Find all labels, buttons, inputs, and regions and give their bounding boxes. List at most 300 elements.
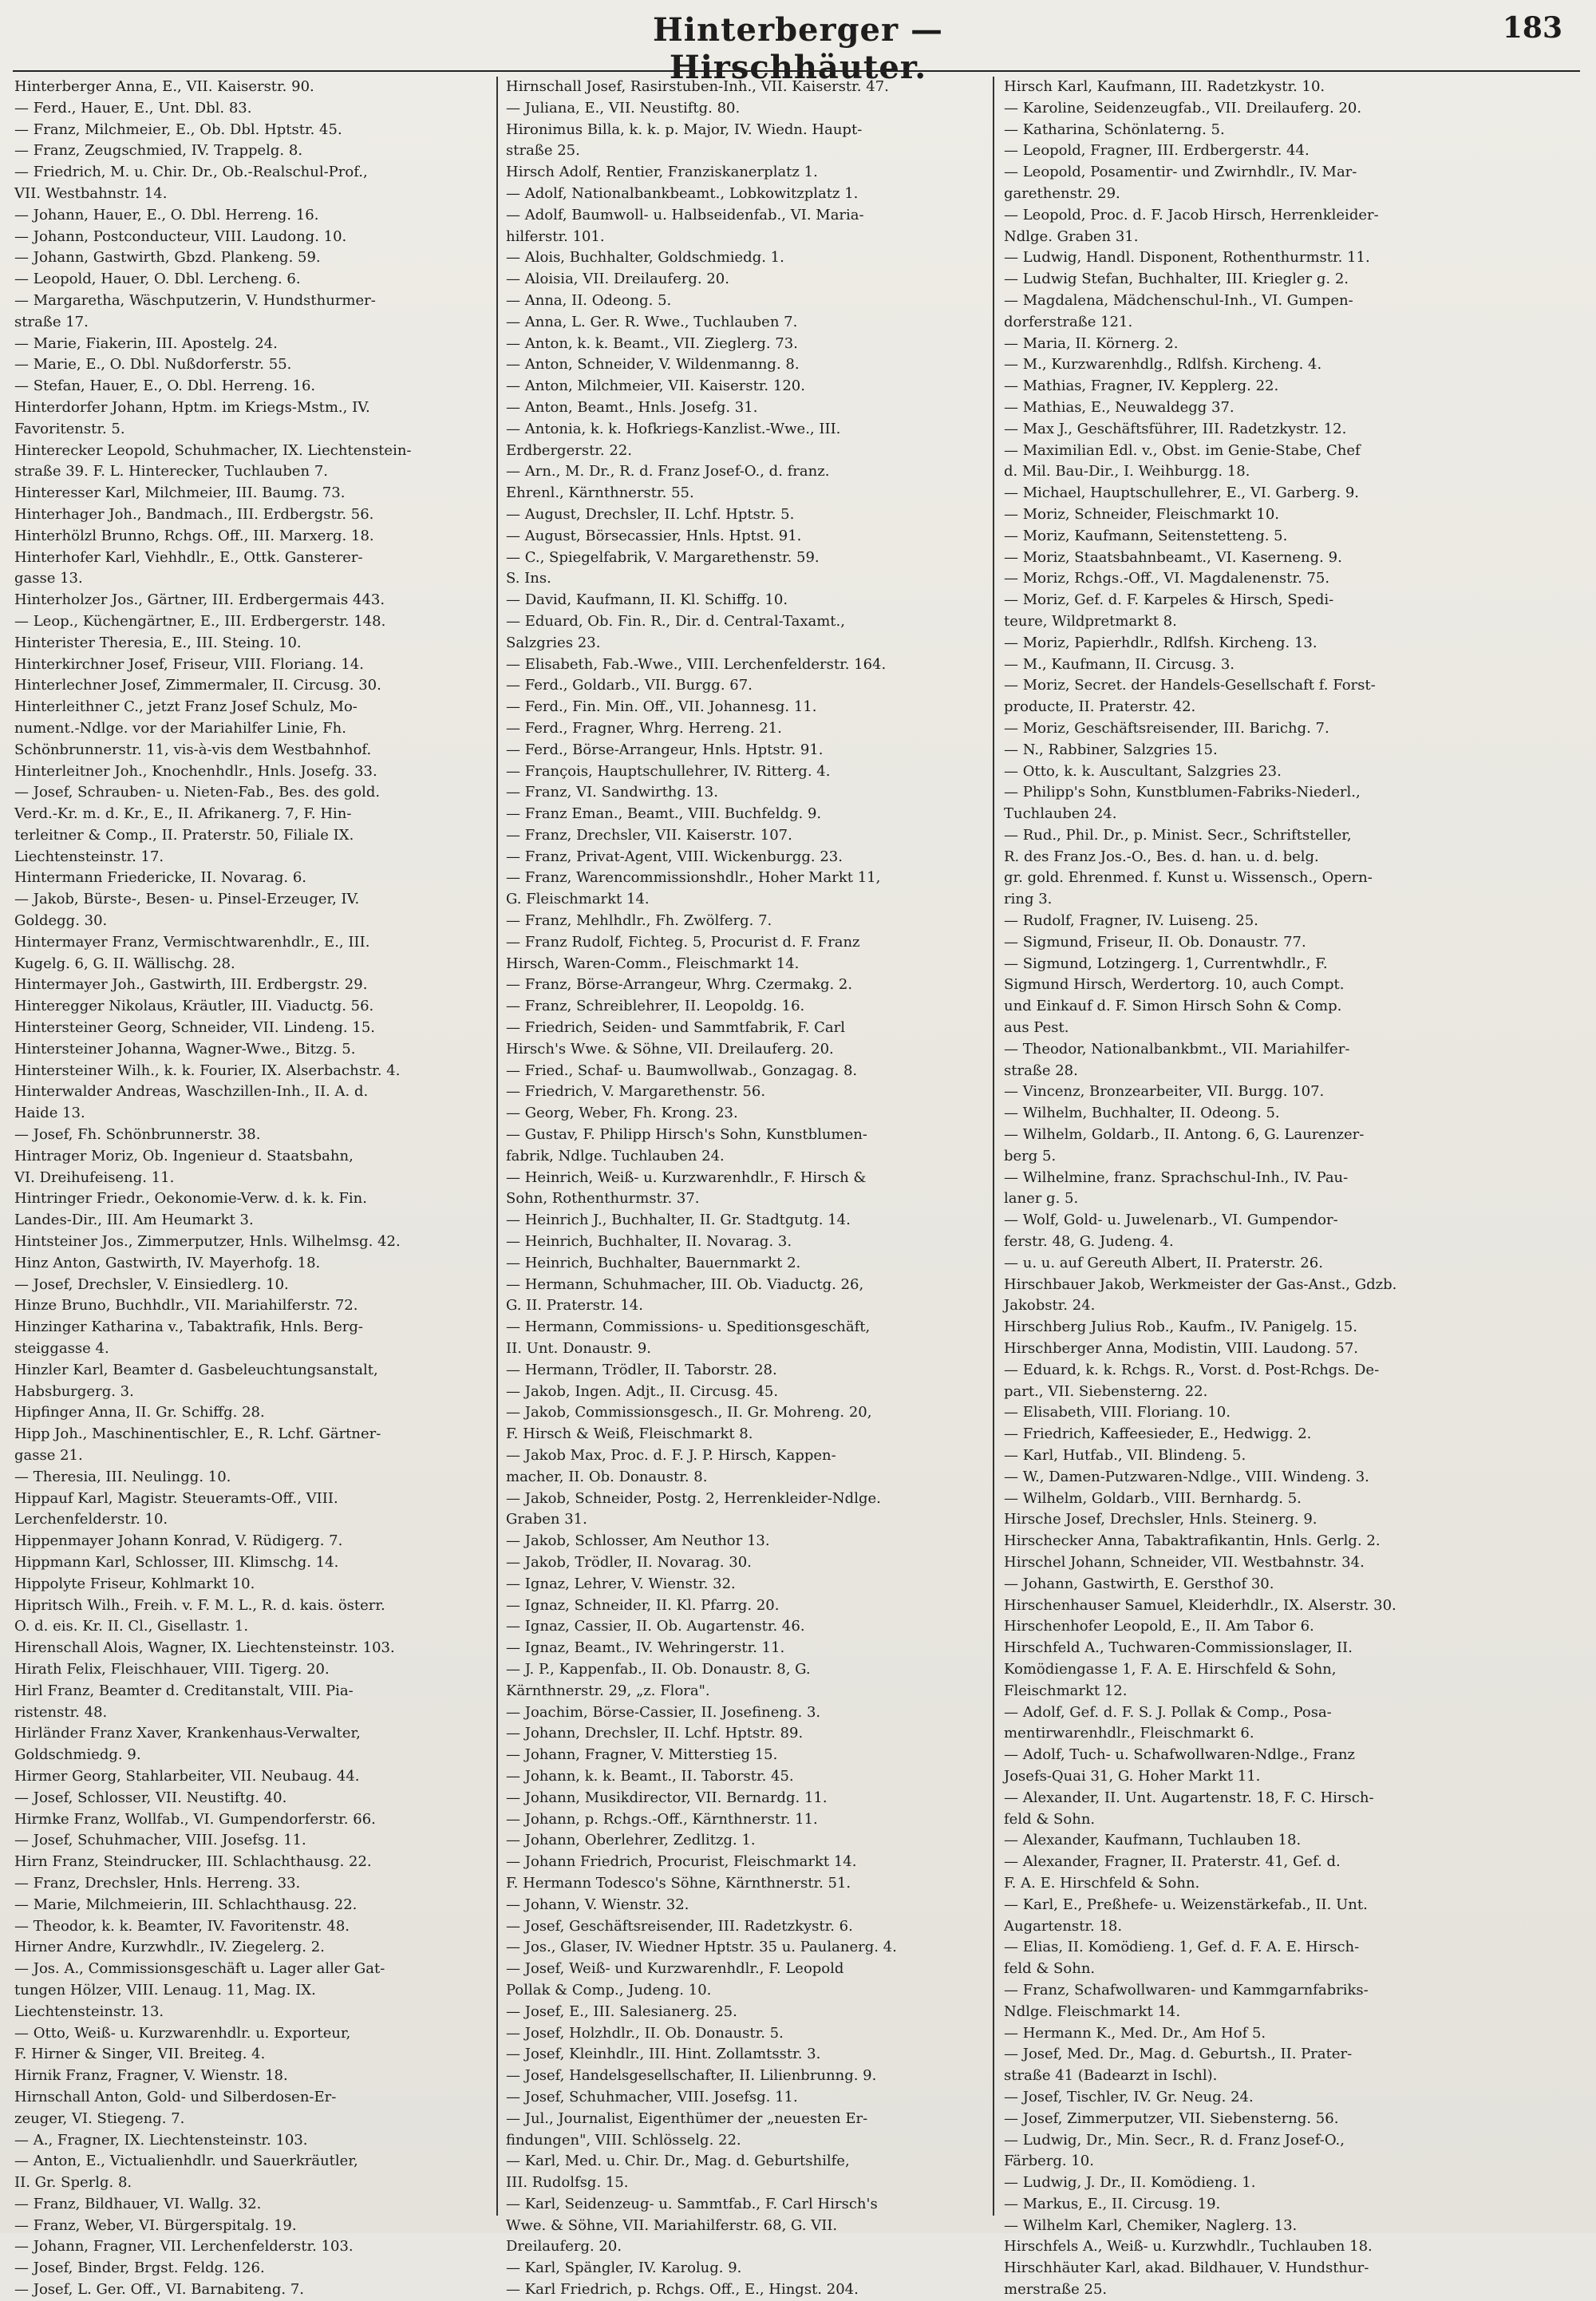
- column-divider-1: [496, 77, 498, 2216]
- directory-line: hilferstr. 101.: [506, 227, 605, 245]
- directory-line: — Friedrich, V. Margarethenstr. 56.: [506, 1083, 766, 1101]
- directory-line: — Leopold, Hauer, O. Dbl. Lercheng. 6.: [14, 271, 301, 288]
- directory-line: — Jakob, Trödler, II. Novarag. 30.: [506, 1553, 752, 1571]
- directory-line: — Wilhelm, Goldarb., VIII. Bernhardg. 5.: [1004, 1489, 1302, 1507]
- directory-line: Hintringer Friedr., Oekonomie-Verw. d. k. k. Fin.: [14, 1190, 367, 1208]
- directory-line: — Josef, Med. Dr., Mag. d. Geburtsh., II. Prater-: [1004, 2046, 1353, 2063]
- directory-line: Komödiengasse 1, F. A. E. Hirschfeld & Sohn,: [1004, 1660, 1337, 1678]
- directory-line: — Franz, Drechsler, VII. Kaiserstr. 107.: [506, 826, 792, 844]
- directory-line: — Adolf, Nationalbankbeamt., Lobkowitzplatz 1.: [506, 184, 859, 202]
- directory-line: Hinterecker Leopold, Schuhmacher, IX. Liechtenstein-: [14, 441, 412, 459]
- directory-line: Hirner Andre, Kurzwhdlr., IV. Ziegelerg. 2.: [14, 1939, 325, 1956]
- directory-line: — N., Rabbiner, Salzgries 15.: [1004, 741, 1218, 758]
- directory-line: Hirschhäuter Karl, akad. Bildhauer, V. Hundsthur-: [1004, 2259, 1369, 2277]
- directory-line: Hinterhofer Karl, Viehhdlr., E., Ottk. Gansterer-: [14, 548, 363, 566]
- directory-line: — Josef, Schuhmacher, VIII. Josefsg. 11.: [14, 1832, 306, 1849]
- directory-line: — Anton, Milchmeier, VII. Kaiserstr. 120.: [506, 378, 805, 395]
- column-2: [506, 77, 985, 2299]
- directory-line: Liechtensteinstr. 17.: [14, 848, 164, 865]
- directory-line: — M., Kaufmann, II. Circusg. 3.: [1004, 655, 1235, 673]
- column-3: [1004, 77, 1507, 2299]
- directory-line: Verd.-Kr. m. d. Kr., E., II. Afrikanerg. 7, F. Hin-: [14, 805, 352, 823]
- directory-line: R. des Franz Jos.-O., Bes. d. han. u. d. belg.: [1004, 848, 1319, 865]
- directory-line: — Arn., M. Dr., R. d. Franz Josef-O., d. franz.: [506, 463, 830, 480]
- directory-line: — Karl, E., Preßhefe- u. Weizenstärkefab., II. Unt.: [1004, 1896, 1368, 1913]
- directory-line: — Wilhelmine, franz. Sprachschul-Inh., IV. Pau-: [1004, 1168, 1349, 1186]
- directory-line: — Josef, Schuhmacher, VIII. Josefsg. 11.: [506, 2088, 798, 2105]
- directory-line: — Johann Friedrich, Procurist, Fleischmarkt 14.: [506, 1853, 857, 1871]
- directory-line: — Magdalena, Mädchenschul-Inh., VI. Gumpen-: [1004, 291, 1353, 309]
- directory-line: Hintersteiner Georg, Schneider, VII. Lindeng. 15.: [14, 1019, 376, 1037]
- directory-line: — Juliana, E., VII. Neustiftg. 80.: [506, 99, 741, 117]
- directory-line: Hirsch's Wwe. & Söhne, VII. Dreilauferg. 20.: [506, 1040, 834, 1058]
- directory-line: — Theodor, Nationalbankbmt., VII. Mariahilfer-: [1004, 1040, 1350, 1058]
- directory-line: Hirschenhauser Samuel, Kleiderhdlr., IX. Alserstr. 30.: [1004, 1596, 1396, 1614]
- directory-line: — Elisabeth, Fab.-Wwe., VIII. Lerchenfelderstr. 164.: [506, 655, 887, 673]
- directory-line: Hippmann Karl, Schlosser, III. Klimschg. 14.: [14, 1553, 339, 1571]
- directory-line: — Franz, Schreiblehrer, II. Leopoldg. 16.: [506, 998, 805, 1015]
- directory-line: — Josef, Binder, Brgst. Feldg. 126.: [14, 2259, 265, 2277]
- directory-line: — Ignaz, Schneider, II. Kl. Pfarrg. 20.: [506, 1596, 780, 1614]
- directory-line: — W., Damen-Putzwaren-Ndlge., VIII. Windeng. 3.: [1004, 1468, 1369, 1485]
- directory-line: — Maximilian Edl. v., Obst. im Genie-Stabe, Chef: [1004, 441, 1361, 459]
- directory-line: — Karl Friedrich, p. Rchgs. Off., E., Hingst. 204.: [506, 2281, 859, 2299]
- directory-line: II. Unt. Donaustr. 9.: [506, 1340, 652, 1358]
- directory-line: Hintersteiner Johanna, Wagner-Wwe., Bitzg. 5.: [14, 1040, 356, 1058]
- directory-line: — Jakob, Schneider, Postg. 2, Herrenkleider-Ndlge.: [506, 1489, 881, 1507]
- directory-line: — Jakob, Commissionsgesch., II. Gr. Mohreng. 20,: [506, 1404, 872, 1421]
- directory-line: teure, Wildpretmarkt 8.: [1004, 612, 1177, 630]
- directory-line: — Hermann K., Med. Dr., Am Hof 5.: [1004, 2024, 1266, 2042]
- directory-line: — Josef, Zimmerputzer, VII. Siebensterng. 56.: [1004, 2109, 1339, 2127]
- directory-line: — Anton, Schneider, V. Wildenmanng. 8.: [506, 356, 800, 374]
- directory-line: — Elisabeth, VIII. Floriang. 10.: [1004, 1404, 1231, 1421]
- directory-line: — Vincenz, Bronzearbeiter, VII. Burgg. 107.: [1004, 1083, 1325, 1101]
- directory-line: — Jakob, Ingen. Adjt., II. Circusg. 45.: [506, 1382, 779, 1400]
- directory-line: — Marie, Fiakerin, III. Apostelg. 24.: [14, 334, 278, 352]
- directory-line: — Georg, Weber, Fh. Krong. 23.: [506, 1105, 738, 1122]
- directory-line: — Johann, Musikdirector, VII. Bernardg. 11.: [506, 1789, 828, 1806]
- directory-line: Kärnthnerstr. 29, „z. Flora".: [506, 1682, 710, 1699]
- directory-line: — Ferd., Goldarb., VII. Burgg. 67.: [506, 677, 753, 694]
- directory-line: Dreilauferg. 20.: [506, 2238, 622, 2256]
- directory-line: garethenstr. 29.: [1004, 184, 1120, 202]
- directory-line: macher, II. Ob. Donaustr. 8.: [506, 1468, 708, 1485]
- directory-line: Hinteregger Nikolaus, Kräutler, III. Viaductg. 56.: [14, 998, 374, 1015]
- directory-line: — Josef, Tischler, IV. Gr. Neug. 24.: [1004, 2088, 1254, 2105]
- directory-line: — Friedrich, Kaffeesieder, E., Hedwigg. 2.: [1004, 1425, 1312, 1443]
- directory-line: — u. u. auf Gereuth Albert, II. Praterstr. 26.: [1004, 1254, 1323, 1271]
- directory-line: III. Rudolfsg. 15.: [506, 2174, 629, 2192]
- directory-line: Hirschecker Anna, Tabaktrafikantin, Hnls. Gerlg. 2.: [1004, 1532, 1381, 1550]
- directory-line: G. Fleischmarkt 14.: [506, 891, 650, 908]
- directory-line: — Anton, k. k. Beamt., VII. Zieglerg. 73.: [506, 334, 798, 352]
- directory-line: — A., Fragner, IX. Liechtensteinstr. 103.: [14, 2131, 308, 2149]
- directory-line: Hirschel Johann, Schneider, VII. Westbahnstr. 34.: [1004, 1553, 1365, 1571]
- directory-line: — Franz, Mehlhdlr., Fh. Zwölferg. 7.: [506, 912, 772, 930]
- directory-line: producte, II. Praterstr. 42.: [1004, 698, 1196, 716]
- directory-line: Haide 13.: [14, 1105, 85, 1122]
- directory-line: — Franz, VI. Sandwirthg. 13.: [506, 784, 718, 801]
- directory-line: — Moriz, Secret. der Handels-Gesellschaft f. Forst-: [1004, 677, 1376, 694]
- header-rule: [13, 70, 1580, 72]
- directory-line: — Sigmund, Friseur, II. Ob. Donaustr. 77.: [1004, 933, 1306, 951]
- directory-line: — C., Spiegelfabrik, V. Margarethenstr. 59.: [506, 548, 820, 566]
- directory-line: — Michael, Hauptschullehrer, E., VI. Garberg. 9.: [1004, 484, 1360, 502]
- directory-line: — Jos. A., Commissionsgeschäft u. Lager aller Gat-: [14, 1960, 385, 1978]
- directory-line: — Anna, II. Odeong. 5.: [506, 291, 672, 309]
- directory-line: Augartenstr. 18.: [1004, 1917, 1123, 1935]
- directory-line: — Moriz, Geschäftsreisender, III. Barichg. 7.: [1004, 719, 1329, 737]
- directory-line: — Antonia, k. k. Hofkriegs-Kanzlist.-Wwe., III.: [506, 420, 841, 437]
- directory-line: Hirschfels A., Weiß- u. Kurzwhdlr., Tuchlauben 18.: [1004, 2238, 1373, 2256]
- directory-line: — Franz, Milchmeier, E., Ob. Dbl. Hptstr. 45.: [14, 121, 342, 138]
- directory-line: — Josef, Fh. Schönbrunnerstr. 38.: [14, 1126, 261, 1144]
- directory-line: — Anna, L. Ger. R. Wwe., Tuchlauben 7.: [506, 313, 798, 330]
- directory-line: — Friedrich, M. u. Chir. Dr., Ob.-Realschul-Prof.,: [14, 164, 368, 181]
- directory-line: gasse 21.: [14, 1447, 83, 1464]
- directory-line: — Stefan, Hauer, E., O. Dbl. Herreng. 16.: [14, 378, 316, 395]
- directory-line: Hinzinger Katharina v., Tabaktrafik, Hnls. Berg-: [14, 1319, 363, 1336]
- directory-line: F. Hirsch & Weiß, Fleischmarkt 8.: [506, 1425, 753, 1443]
- directory-line: Hintermayer Franz, Vermischtwarenhdlr., E., III.: [14, 933, 370, 951]
- directory-line: — Karl, Hutfab., VII. Blindeng. 5.: [1004, 1447, 1246, 1464]
- directory-line: — Franz Rudolf, Fichteg. 5, Procurist d. F. Franz: [506, 933, 860, 951]
- directory-line: Hirnschall Anton, Gold- und Silberdosen-Er-: [14, 2088, 337, 2105]
- directory-line: straße 17.: [14, 313, 89, 330]
- directory-line: — Josef, Schrauben- u. Nieten-Fab., Bes. des gold.: [14, 784, 381, 801]
- directory-line: — Jul., Journalist, Eigenthümer der „neuesten Er-: [506, 2109, 868, 2127]
- directory-line: — Theresia, III. Neulingg. 10.: [14, 1468, 231, 1485]
- directory-line: — Franz Eman., Beamt., VIII. Buchfeldg. 9.: [506, 805, 822, 823]
- directory-line: d. Mil. Bau-Dir., I. Weihburgg. 18.: [1004, 463, 1250, 480]
- directory-line: Färberg. 10.: [1004, 2153, 1094, 2170]
- directory-line: ferstr. 48, G. Judeng. 4.: [1004, 1233, 1174, 1251]
- directory-line: — Margaretha, Wäschputzerin, V. Hundsthurmer-: [14, 291, 376, 309]
- directory-line: Hinterholzer Jos., Gärtner, III. Erdbergermais 443.: [14, 591, 385, 609]
- directory-line: — Ignaz, Cassier, II. Ob. Augartenstr. 46.: [506, 1618, 805, 1635]
- directory-line: — Theodor, k. k. Beamter, IV. Favoritenstr. 48.: [14, 1917, 350, 1935]
- directory-line: — Wolf, Gold- u. Juwelenarb., VI. Gumpendor-: [1004, 1212, 1338, 1229]
- directory-line: feld & Sohn.: [1004, 1810, 1096, 1828]
- directory-line: — Wilhelm Karl, Chemiker, Naglerg. 13.: [1004, 2216, 1298, 2234]
- directory-line: ring 3.: [1004, 891, 1053, 908]
- directory-line: — Josef, Handelsgesellschafter, II. Lilienbrunng. 9.: [506, 2067, 877, 2085]
- directory-line: Hipp Joh., Maschinentischler, E., R. Lchf. Gärtner-: [14, 1425, 381, 1443]
- directory-line: Josefs-Quai 31, G. Hoher Markt 11.: [1004, 1767, 1261, 1785]
- page-header: [0, 6, 1596, 86]
- directory-line: Goldschmiedg. 9.: [14, 1746, 141, 1764]
- column-divider-2: [993, 77, 994, 2216]
- directory-line: — Ferd., Hauer, E., Unt. Dbl. 83.: [14, 99, 252, 117]
- directory-line: Hinze Bruno, Buchhdlr., VII. Mariahilferstr. 72.: [14, 1297, 358, 1315]
- directory-line: — Josef, Drechsler, V. Einsiedlerg. 10.: [14, 1275, 289, 1293]
- directory-line: Hirschbauer Jakob, Werkmeister der Gas-Anst., Gdzb.: [1004, 1275, 1397, 1293]
- directory-line: — Wilhelm, Buchhalter, II. Odeong. 5.: [1004, 1105, 1280, 1122]
- directory-line: — August, Börsecassier, Hnls. Hptst. 91.: [506, 527, 802, 544]
- directory-line: Hirschberger Anna, Modistin, VIII. Laudong. 57.: [1004, 1340, 1359, 1358]
- directory-line: — Leopold, Posamentir- und Zwirnhdlr., IV. Mar-: [1004, 164, 1357, 181]
- directory-line: — François, Hauptschullehrer, IV. Ritterg. 4.: [506, 762, 831, 780]
- directory-line: — Josef, E., III. Salesianerg. 25.: [506, 2003, 737, 2020]
- directory-line: — Gustav, F. Philipp Hirsch's Sohn, Kunstblumen-: [506, 1126, 867, 1144]
- directory-line: F. Hirner & Singer, VII. Breiteg. 4.: [14, 2046, 266, 2063]
- directory-line: — Marie, E., O. Dbl. Nußdorferstr. 55.: [14, 356, 292, 374]
- directory-line: fabrik, Ndlge. Tuchlauben 24.: [506, 1147, 725, 1164]
- directory-line: — Fried., Schaf- u. Baumwollwab., Gonzagag. 8.: [506, 1062, 858, 1079]
- directory-line: — Adolf, Gef. d. F. S. J. Pollak & Comp., Posa-: [1004, 1703, 1332, 1721]
- directory-line: — Johann, Postconducteur, VIII. Laudong. 10.: [14, 227, 347, 245]
- directory-line: — Marie, Milchmeierin, III. Schlachthausg. 22.: [14, 1896, 358, 1913]
- directory-line: aus Pest.: [1004, 1019, 1069, 1037]
- directory-line: Hironimus Billa, k. k. p. Major, IV. Wiedn. Haupt-: [506, 121, 863, 138]
- directory-line: Ehrenl., Kärnthnerstr. 55.: [506, 484, 694, 502]
- directory-line: Erdbergerstr. 22.: [506, 441, 632, 459]
- directory-line: Hinterleithner C., jetzt Franz Josef Schulz, Mo-: [14, 698, 358, 716]
- directory-line: — Johann, p. Rchgs.-Off., Kärnthnerstr. 11.: [506, 1810, 818, 1828]
- directory-line: — Karl, Med. u. Chir. Dr., Mag. d. Geburtshilfe,: [506, 2153, 850, 2170]
- directory-line: — Karl, Seidenzeug- u. Sammtfab., F. Carl Hirsch's: [506, 2195, 878, 2212]
- directory-line: — Anton, Beamt., Hnls. Josefg. 31.: [506, 398, 758, 416]
- directory-line: Hirsch Karl, Kaufmann, III. Radetzkystr. 10.: [1004, 78, 1325, 95]
- directory-line: Hippenmayer Johann Konrad, V. Rüdigerg. 7.: [14, 1532, 343, 1550]
- directory-line: Hintermann Friedericke, II. Novarag. 6.: [14, 869, 306, 887]
- directory-line: Habsburgerg. 3.: [14, 1382, 134, 1400]
- directory-line: — Katharina, Schönlaterng. 5.: [1004, 121, 1225, 138]
- directory-line: — Alexander, Fragner, II. Praterstr. 41, Gef. d.: [1004, 1853, 1341, 1871]
- directory-line: — Leopold, Proc. d. F. Jacob Hirsch, Herrenkleider-: [1004, 206, 1379, 223]
- directory-line: — Ferd., Fin. Min. Off., VII. Johannesg. 11.: [506, 698, 817, 716]
- directory-line: straße 39. F. L. Hinterecker, Tuchlauben 7.: [14, 463, 328, 480]
- directory-line: Lerchenfelderstr. 10.: [14, 1511, 168, 1528]
- directory-line: gr. gold. Ehrenmed. f. Kunst u. Wissensch., Opern-: [1004, 869, 1373, 887]
- directory-line: — Alois, Buchhalter, Goldschmiedg. 1.: [506, 249, 784, 267]
- directory-line: Hirnschall Josef, Rasirstuben-Inh., VII. Kaiserstr. 47.: [506, 78, 889, 95]
- directory-line: — Josef, Weiß- und Kurzwarenhdlr., F. Leopold: [506, 1960, 844, 1978]
- directory-line: dorferstraße 121.: [1004, 313, 1133, 330]
- directory-line: Hirschenhofer Leopold, E., II. Am Tabor 6.: [1004, 1618, 1314, 1635]
- directory-line: — Anton, E., Victualienhdlr. und Sauerkräutler,: [14, 2153, 358, 2170]
- page-number: 183: [1502, 11, 1562, 45]
- directory-line: Hirsche Josef, Drechsler, Hnls. Steinerg. 9.: [1004, 1511, 1317, 1528]
- directory-line: — Jakob, Schlosser, Am Neuthor 13.: [506, 1532, 770, 1550]
- directory-line: Hirsch Adolf, Rentier, Franziskanerplatz 1.: [506, 164, 818, 181]
- directory-line: Hirn Franz, Steindrucker, III. Schlachthausg. 22.: [14, 1853, 372, 1871]
- directory-line: O. d. eis. Kr. II. Cl., Gisellastr. 1.: [14, 1618, 249, 1635]
- directory-line: part., VII. Siebensterng. 22.: [1004, 1382, 1208, 1400]
- directory-line: nument.-Ndlge. vor der Mariahilfer Linie, Fh.: [14, 719, 346, 737]
- directory-line: — Otto, k. k. Auscultant, Salzgries 23.: [1004, 762, 1282, 780]
- directory-line: Hinterhölzl Brunno, Rchgs. Off., III. Marxerg. 18.: [14, 527, 374, 544]
- directory-line: — Rudolf, Fragner, IV. Luiseng. 25.: [1004, 912, 1258, 930]
- directory-line: Hirnik Franz, Fragner, V. Wienstr. 18.: [14, 2067, 288, 2085]
- directory-line: Sohn, Rothenthurmstr. 37.: [506, 1190, 700, 1208]
- directory-line: Hirschfeld A., Tuchwaren-Commissionslager, II.: [1004, 1639, 1353, 1657]
- directory-line: Hintsteiner Jos., Zimmerputzer, Hnls. Wilhelmsg. 42.: [14, 1233, 401, 1251]
- directory-line: laner g. 5.: [1004, 1190, 1079, 1208]
- directory-line: Landes-Dir., III. Am Heumarkt 3.: [14, 1212, 254, 1229]
- directory-line: — Johann, Hauer, E., O. Dbl. Herreng. 16.: [14, 206, 319, 223]
- directory-line: — Ludwig, Dr., Min. Secr., R. d. Franz Josef-O.,: [1004, 2131, 1345, 2149]
- directory-line: — Josef, Kleinhdlr., III. Hint. Zollamtsstr. 3.: [506, 2046, 821, 2063]
- directory-line: Hippolyte Friseur, Kohlmarkt 10.: [14, 1575, 255, 1592]
- directory-line: — Maria, II. Körnerg. 2.: [1004, 334, 1179, 352]
- directory-line: zeuger, VI. Stiegeng. 7.: [14, 2109, 185, 2127]
- directory-line: — Franz, Zeugschmied, IV. Trappelg. 8.: [14, 142, 303, 160]
- directory-line: — Ferd., Börse-Arrangeur, Hnls. Hptstr. 91.: [506, 741, 824, 758]
- directory-line: Liechtensteinstr. 13.: [14, 2003, 164, 2020]
- directory-line: — Moriz, Kaufmann, Seitenstetteng. 5.: [1004, 527, 1288, 544]
- directory-line: II. Gr. Sperlg. 8.: [14, 2174, 132, 2192]
- directory-line: — Max J., Geschäftsführer, III. Radetzkystr. 12.: [1004, 420, 1347, 437]
- directory-line: — Johann, Fragner, VII. Lerchenfelderstr. 103.: [14, 2238, 354, 2256]
- directory-line: Hirsch, Waren-Comm., Fleischmarkt 14.: [506, 955, 800, 972]
- directory-line: — Jos., Glaser, IV. Wiedner Hptstr. 35 u. Paulanerg. 4.: [506, 1939, 897, 1956]
- directory-line: — Heinrich, Weiß- u. Kurzwarenhdlr., F. Hirsch &: [506, 1168, 867, 1186]
- directory-line: — Heinrich J., Buchhalter, II. Gr. Stadtgutg. 14.: [506, 1212, 851, 1229]
- directory-line: Hipfinger Anna, II. Gr. Schiffg. 28.: [14, 1404, 265, 1421]
- directory-line: — Johann, k. k. Beamt., II. Taborstr. 45.: [506, 1767, 794, 1785]
- directory-line: — Mathias, Fragner, IV. Kepplerg. 22.: [1004, 378, 1279, 395]
- directory-line: — Franz, Weber, VI. Bürgerspitalg. 19.: [14, 2216, 297, 2234]
- directory-line: Hinteresser Karl, Milchmeier, III. Baumg. 73.: [14, 484, 346, 502]
- directory-line: Hinterkirchner Josef, Friseur, VIII. Floriang. 14.: [14, 655, 364, 673]
- directory-line: — Ferd., Fragner, Whrg. Herreng. 21.: [506, 719, 782, 737]
- directory-line: Hinterberger Anna, E., VII. Kaiserstr. 90.: [14, 78, 314, 95]
- directory-line: — Heinrich, Buchhalter, II. Novarag. 3.: [506, 1233, 792, 1251]
- directory-line: Jakobstr. 24.: [1004, 1297, 1096, 1315]
- directory-line: F. A. E. Hirschfeld & Sohn.: [1004, 1874, 1200, 1892]
- directory-line: Hinterleitner Joh., Knochenhdlr., Hnls. Josefg. 33.: [14, 762, 377, 780]
- directory-line: ristenstr. 48.: [14, 1703, 108, 1721]
- directory-line: — Josef, Geschäftsreisender, III. Radetzkystr. 6.: [506, 1917, 853, 1935]
- directory-line: findungen", VIII. Schlösselg. 22.: [506, 2131, 741, 2149]
- directory-line: Hirschberg Julius Rob., Kaufm., IV. Panigelg. 15.: [1004, 1319, 1357, 1336]
- directory-line: Hinzler Karl, Beamter d. Gasbeleuchtungsanstalt,: [14, 1361, 378, 1378]
- column-1: [14, 77, 490, 2299]
- directory-line: Favoritenstr. 5.: [14, 420, 125, 437]
- directory-line: Kugelg. 6, G. II. Wällischg. 28.: [14, 955, 235, 972]
- directory-line: — Ignaz, Beamt., IV. Wehringerstr. 11.: [506, 1639, 785, 1657]
- directory-line: Ndlge. Fleischmarkt 14.: [1004, 2003, 1181, 2020]
- directory-line: G. II. Praterstr. 14.: [506, 1297, 643, 1315]
- directory-line: — Joachim, Börse-Cassier, II. Josefineng. 3.: [506, 1703, 821, 1721]
- directory-line: steiggasse 4.: [14, 1340, 109, 1358]
- directory-line: Hintermayer Joh., Gastwirth, III. Erdbergstr. 29.: [14, 976, 368, 994]
- directory-line: VII. Westbahnstr. 14.: [14, 184, 168, 202]
- directory-line: Hinterhager Joh., Bandmach., III. Erdbergstr. 56.: [14, 505, 374, 523]
- directory-line: Pollak & Comp., Judeng. 10.: [506, 1981, 712, 1999]
- directory-line: — Wilhelm, Goldarb., II. Antong. 6, G. Laurenzer-: [1004, 1126, 1365, 1144]
- directory-line: — Sigmund, Lotzingerg. 1, Currentwhdlr., F.: [1004, 955, 1328, 972]
- directory-line: — Hermann, Schuhmacher, III. Ob. Viaductg. 26,: [506, 1275, 864, 1293]
- directory-line: — David, Kaufmann, II. Kl. Schiffg. 10.: [506, 591, 788, 609]
- directory-line: — Alexander, Kaufmann, Tuchlauben 18.: [1004, 1832, 1302, 1849]
- directory-line: Ndlge. Graben 31.: [1004, 227, 1139, 245]
- directory-line: Hinterwalder Andreas, Waschzillen-Inh., II. A. d.: [14, 1083, 369, 1101]
- directory-line: Hipritsch Wilh., Freih. v. F. M. L., R. d. kais. österr.: [14, 1596, 385, 1614]
- directory-line: — Markus, E., II. Circusg. 19.: [1004, 2195, 1221, 2212]
- directory-line: Hintersteiner Wilh., k. k. Fourier, IX. Alserbachstr. 4.: [14, 1062, 401, 1079]
- directory-line: F. Hermann Todesco's Söhne, Kärnthnerstr. 51.: [506, 1874, 851, 1892]
- directory-line: — Franz, Börse-Arrangeur, Whrg. Czermakg. 2.: [506, 976, 853, 994]
- directory-line: Hippauf Karl, Magistr. Steueramts-Off., VIII.: [14, 1489, 338, 1507]
- directory-line: Hinterdorfer Johann, Hptm. im Kriegs-Mstm., IV.: [14, 398, 370, 416]
- directory-line: — Eduard, Ob. Fin. R., Dir. d. Central-Taxamt.,: [506, 612, 845, 630]
- directory-line: VI. Dreihufeiseng. 11.: [14, 1168, 175, 1186]
- directory-line: Hirath Felix, Fleischhauer, VIII. Tigerg. 20.: [14, 1660, 330, 1678]
- directory-line: Graben 31.: [506, 1511, 587, 1528]
- directory-line: Sigmund Hirsch, Werdertorg. 10, auch Compt.: [1004, 976, 1345, 994]
- directory-line: — Ludwig, J. Dr., II. Komödieng. 1.: [1004, 2174, 1256, 2192]
- directory-line: — Heinrich, Buchhalter, Bauernmarkt 2.: [506, 1254, 801, 1271]
- directory-line: Hirmke Franz, Wollfab., VI. Gumpendorferstr. 66.: [14, 1810, 376, 1828]
- directory-line: Hinterlechner Josef, Zimmermaler, II. Circusg. 30.: [14, 677, 381, 694]
- directory-line: — Karl, Spängler, IV. Karolug. 9.: [506, 2259, 742, 2277]
- directory-line: Hirmer Georg, Stahlarbeiter, VII. Neubaug. 44.: [14, 1767, 360, 1785]
- directory-line: — J. P., Kappenfab., II. Ob. Donaustr. 8, G.: [506, 1660, 811, 1678]
- directory-line: und Einkauf d. F. Simon Hirsch Sohn & Comp.: [1004, 998, 1342, 1015]
- directory-line: — Josef, Holzhdlr., II. Ob. Donaustr. 5.: [506, 2024, 784, 2042]
- directory-line: — Johann, V. Wienstr. 32.: [506, 1896, 689, 1913]
- directory-line: merstraße 25.: [1004, 2281, 1108, 2299]
- directory-line: — Mathias, E., Neuwaldegg 37.: [1004, 398, 1235, 416]
- directory-line: — Moriz, Gef. d. F. Karpeles & Hirsch, Spedi-: [1004, 591, 1334, 609]
- directory-line: Hinterister Theresia, E., III. Steing. 10.: [14, 634, 302, 651]
- directory-line: — Ludwig Stefan, Buchhalter, III. Kriegler g. 2.: [1004, 271, 1349, 288]
- directory-line: — Josef, L. Ger. Off., VI. Barnabiteng. 7.: [14, 2281, 305, 2299]
- directory-line: — August, Drechsler, II. Lchf. Hptstr. 5.: [506, 505, 795, 523]
- directory-line: — Johann, Drechsler, II. Lchf. Hptstr. 89.: [506, 1725, 804, 1742]
- directory-line: — Moriz, Rchgs.-Off., VI. Magdalenenstr. 75.: [1004, 570, 1330, 587]
- directory-line: — Friedrich, Seiden- und Sammtfabrik, F. Carl: [506, 1019, 846, 1037]
- directory-line: Salzgries 23.: [506, 634, 601, 651]
- directory-line: feld & Sohn.: [1004, 1960, 1096, 1978]
- directory-line: Fleischmarkt 12.: [1004, 1682, 1128, 1699]
- directory-line: — Elias, II. Komödieng. 1, Gef. d. F. A. E. Hirsch-: [1004, 1939, 1360, 1956]
- directory-line: — Karoline, Seidenzeugfab., VII. Dreilauferg. 20.: [1004, 99, 1362, 117]
- directory-line: — Moriz, Schneider, Fleischmarkt 10.: [1004, 505, 1279, 523]
- directory-line: — Ludwig, Handl. Disponent, Rothenthurmstr. 11.: [1004, 249, 1370, 267]
- directory-line: — Johann, Gastwirth, Gbzd. Plankeng. 59.: [14, 249, 321, 267]
- directory-line: straße 25.: [506, 142, 580, 160]
- directory-line: — Adolf, Baumwoll- u. Halbseidenfab., VI. Maria-: [506, 206, 864, 223]
- directory-line: berg 5.: [1004, 1147, 1057, 1164]
- directory-line: Hirländer Franz Xaver, Krankenhaus-Verwalter,: [14, 1725, 361, 1742]
- directory-line: straße 28.: [1004, 1062, 1078, 1079]
- directory-line: terleitner & Comp., II. Praterstr. 50, Filiale IX.: [14, 826, 354, 844]
- directory-line: straße 41 (Badearzt in Ischl).: [1004, 2067, 1218, 2085]
- directory-line: — Philipp's Sohn, Kunstblumen-Fabriks-Niederl.,: [1004, 784, 1361, 801]
- directory-line: Hinz Anton, Gastwirth, IV. Mayerhofg. 18.: [14, 1254, 321, 1271]
- directory-line: S. Ins.: [506, 570, 551, 587]
- directory-line: — Josef, Schlosser, VII. Neustiftg. 40.: [14, 1789, 287, 1806]
- directory-line: Goldegg. 30.: [14, 912, 108, 930]
- directory-line: Hirl Franz, Beamter d. Creditanstalt, VIII. Pia-: [14, 1682, 354, 1699]
- directory-line: Schönbrunnerstr. 11, vis-à-vis dem Westbahnhof.: [14, 741, 372, 758]
- directory-line: — Alexander, II. Unt. Augartenstr. 18, F. C. Hirsch-: [1004, 1789, 1374, 1806]
- directory-line: — Franz, Privat-Agent, VIII. Wickenburgg. 23.: [506, 848, 843, 865]
- directory-line: — Hermann, Commissions- u. Speditionsgeschäft,: [506, 1319, 871, 1336]
- directory-line: — Hermann, Trödler, II. Taborstr. 28.: [506, 1361, 777, 1378]
- directory-line: — Johann, Gastwirth, E. Gersthof 30.: [1004, 1575, 1274, 1592]
- directory-line: — Leop., Küchengärtner, E., III. Erdbergerstr. 148.: [14, 612, 386, 630]
- directory-line: — Franz, Schafwollwaren- und Kammgarnfabriks-: [1004, 1981, 1369, 1999]
- directory-line: — Adolf, Tuch- u. Schafwollwaren-Ndlge., Franz: [1004, 1746, 1355, 1764]
- directory-line: — Johann, Fragner, V. Mitterstieg 15.: [506, 1746, 778, 1764]
- directory-line: — Franz, Drechsler, Hnls. Herreng. 33.: [14, 1874, 301, 1892]
- directory-line: tungen Hölzer, VIII. Lenaug. 11, Mag. IX.: [14, 1981, 316, 1999]
